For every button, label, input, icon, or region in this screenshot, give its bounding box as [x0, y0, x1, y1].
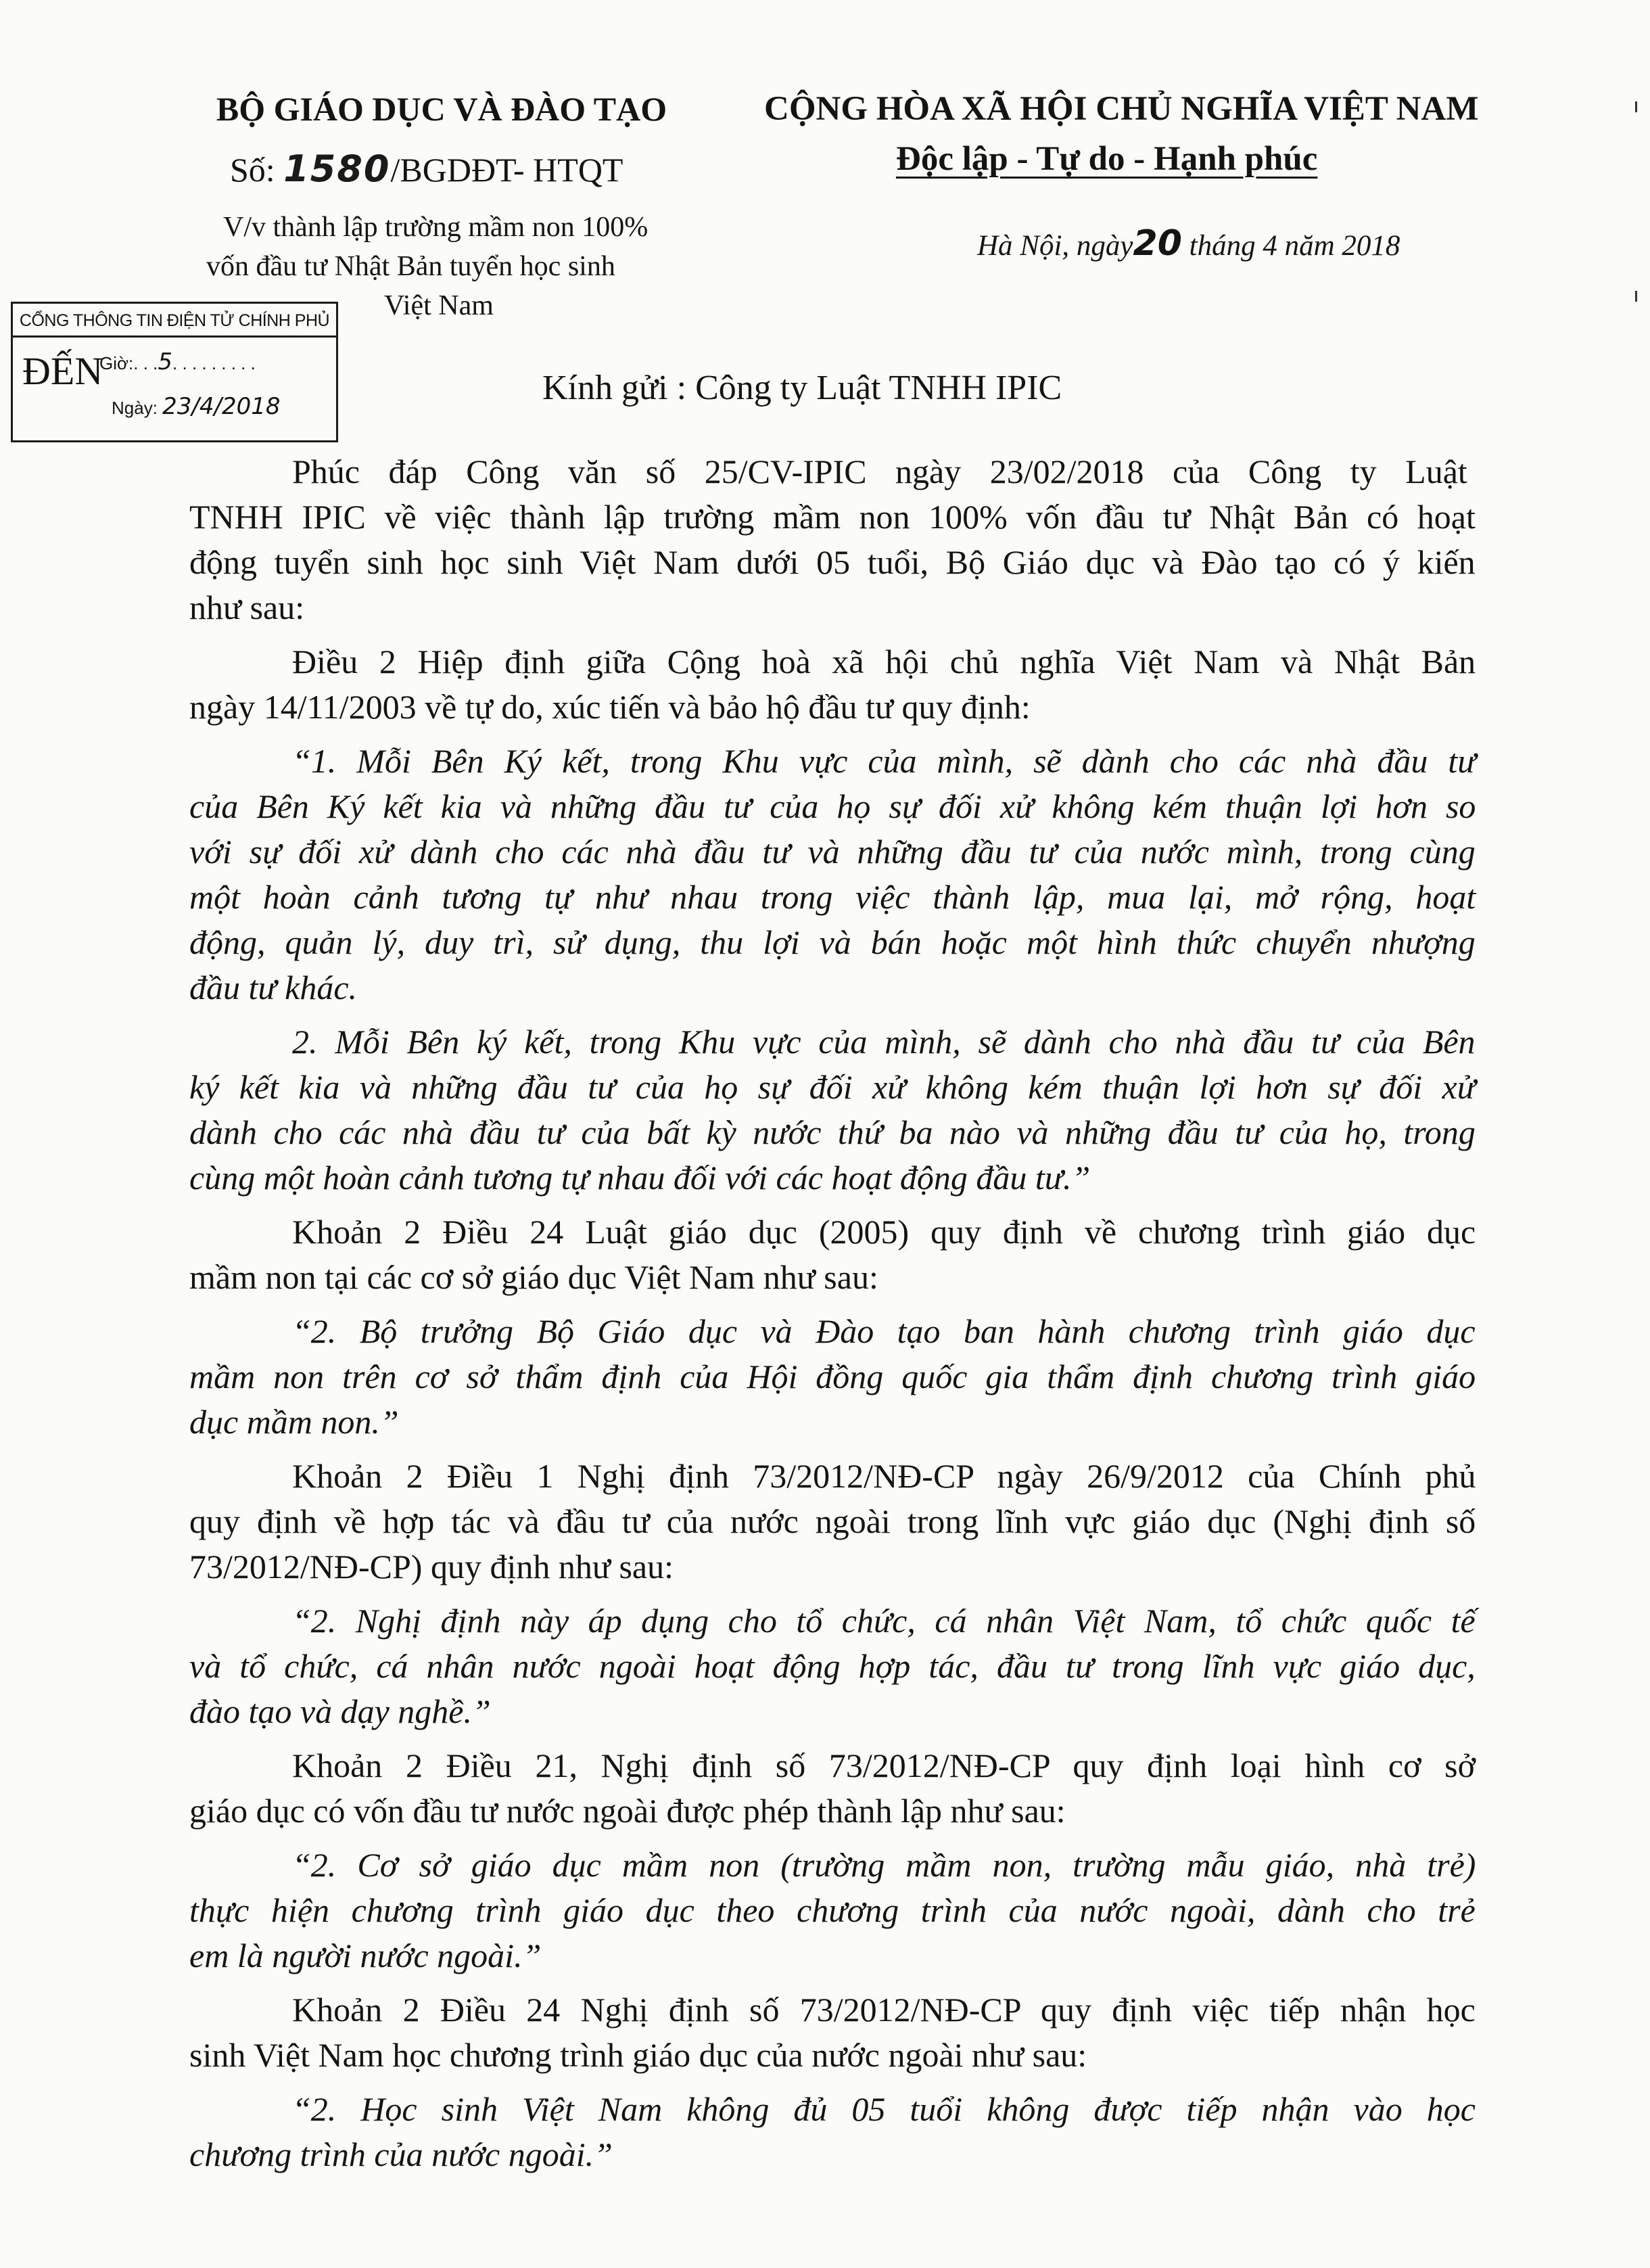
body-line: của Bên Ký kết kia và những đầu tư của họ sự đối xử không kém thuận lợi hơn so — [189, 787, 1476, 825]
scan-mark — [1635, 101, 1637, 112]
body-line: Điều 2 Hiệp định giữa Cộng hoà xã hội chủ nghĩa Việt Nam và Nhật Bản — [292, 643, 1476, 680]
body-line: dục mầm non.” — [189, 1403, 399, 1441]
body-line: động, quản lý, duy trì, sử dụng, thu lợi và bán hoặc một hình thức chuyển nhượng — [189, 923, 1476, 961]
number-handwritten: 1580 — [283, 147, 391, 190]
body-line: cùng một hoàn cảnh tương tự nhau đối với các hoạt động đầu tư.” — [189, 1159, 1091, 1197]
body-line: em là người nước ngoài.” — [189, 1937, 542, 1974]
scan-mark — [1635, 291, 1637, 302]
body-line: quy định về hợp tác và đầu tư của nước ngoài trong lĩnh vực giáo dục (Nghị định số — [189, 1502, 1476, 1540]
body-line: chương trình của nước ngoài.” — [189, 2135, 613, 2173]
date-day-handwritten: 20 — [1133, 223, 1182, 264]
body-line: thực hiện chương trình giáo dục theo chương trình của nước ngoài, dành cho trẻ — [189, 1891, 1476, 1929]
national-motto: Độc lập - Tự do - Hạnh phúc — [896, 140, 1318, 178]
stamp-time-value: 5 — [158, 348, 173, 375]
stamp-date-label: Ngày: — [112, 398, 158, 418]
date-suffix: tháng 4 năm 2018 — [1189, 230, 1400, 262]
body-line: dành cho các nhà đầu tư của bất kỳ nước thứ ba nào và những đầu tư của họ, trong — [189, 1113, 1476, 1151]
body-line: “2. Bộ trưởng Bộ Giáo dục và Đào tạo ban hành chương trình giáo dục — [292, 1312, 1476, 1350]
body-line: 73/2012/NĐ-CP) quy định như sau: — [189, 1548, 674, 1586]
number-prefix: Số: — [230, 151, 275, 189]
body-line: “2. Nghị định này áp dụng cho tổ chức, cá nhân Việt Nam, tổ chức quốc tế — [292, 1602, 1476, 1640]
body-line: với sự đối xử dành cho các nhà đầu tư và những đầu tư của nước mình, trong cùng — [189, 833, 1476, 871]
body-line: Khoản 2 Điều 21, Nghị định số 73/2012/NĐ-CP quy định loại hình cơ sở — [292, 1746, 1476, 1784]
body-line: ngày 14/11/2003 về tự do, xúc tiến và bảo hộ đầu tư quy định: — [189, 688, 1031, 726]
stamp-date-value: 23/4/2018 — [162, 393, 281, 420]
subject-line-1: V/v thành lập trường mầm non 100% — [223, 212, 649, 243]
body-line: mầm non tại các cơ sở giáo dục Việt Nam như sau: — [189, 1258, 878, 1296]
body-line: “2. Học sinh Việt Nam không đủ 05 tuổi không được tiếp nhận vào học — [292, 2090, 1476, 2128]
subject-line-3: Việt Nam — [384, 290, 494, 321]
body-line: sinh Việt Nam học chương trình giáo dục của nước ngoài như sau: — [189, 2036, 1087, 2074]
body-line: giáo dục có vốn đầu tư nước ngoài được phép thành lập như sau: — [189, 1792, 1066, 1830]
subject-line-2: vốn đầu tư Nhật Bản tuyển học sinh — [206, 251, 615, 282]
stamp-den-label: ĐẾN — [22, 349, 103, 393]
body-line: như sau: — [189, 588, 305, 626]
body-line: và tổ chức, cá nhân nước ngoài hoạt động hợp tác, đầu tư trong lĩnh vực giáo dục, — [189, 1647, 1476, 1685]
body-line: Khoản 2 Điều 24 Luật giáo dục (2005) quy định về chương trình giáo dục — [292, 1213, 1476, 1251]
stamp-title: CỔNG THÔNG TIN ĐIỆN TỬ CHÍNH PHỦ — [13, 304, 336, 338]
body-line: đào tạo và dạy nghề.” — [189, 1692, 491, 1730]
national-title: CỘNG HÒA XÃ HỘI CHỦ NGHĨA VIỆT NAM — [764, 90, 1479, 128]
date-prefix: Hà Nội, ngày — [977, 230, 1133, 262]
body-line: động tuyển sinh học sinh Việt Nam dưới 05 tuổi, Bộ Giáo dục và Đào tạo có ý kiến — [189, 543, 1476, 581]
body-line: TNHH IPIC về việc thành lập trường mầm non 100% vốn đầu tư Nhật Bản có hoạt — [189, 498, 1476, 536]
body-line: Khoản 2 Điều 1 Nghị định 73/2012/NĐ-CP ngày 26/9/2012 của Chính phủ — [292, 1457, 1476, 1495]
body-line: đầu tư khác. — [189, 969, 358, 1006]
stamp-time-label: Giờ: — [99, 353, 134, 373]
body-line: ký kết kia và những đầu tư của họ sự đối xử không kém thuận lợi hơn sự đối xử — [189, 1068, 1476, 1106]
number-suffix: /BGDĐT- HTQT — [390, 151, 623, 189]
body-line: 2. Mỗi Bên ký kết, trong Khu vực của mình, sẽ dành cho nhà đầu tư của Bên — [292, 1023, 1476, 1061]
body-line: Khoản 2 Điều 24 Nghị định số 73/2012/NĐ-CP quy định việc tiếp nhận học — [292, 1991, 1476, 2029]
body-line: “1. Mỗi Bên Ký kết, trong Khu vực của mình, sẽ dành cho các nhà đầu tư — [292, 742, 1476, 780]
issuing-organization: BỘ GIÁO DỤC VÀ ĐÀO TẠO — [216, 90, 667, 128]
body-line: “2. Cơ sở giáo dục mầm non (trường mầm non, trường mẫu giáo, nhà trẻ) — [292, 1846, 1476, 1884]
recipient-line: Kính gửi : Công ty Luật TNHH IPIC — [542, 369, 1062, 407]
body-line: Phúc đáp Công văn số 25/CV-IPIC ngày 23/02/2018 của Công ty Luật — [292, 453, 1467, 490]
body-line: một hoàn cảnh tương tự như nhau trong việc thành lập, mua lại, mở rộng, hoạt — [189, 878, 1476, 916]
stamp-time: Giờ:. . .5. . . . . . . . . — [99, 348, 256, 375]
body-line: mầm non trên cơ sở thẩm định của Hội đồng quốc gia thẩm định chương trình giáo — [189, 1358, 1476, 1395]
